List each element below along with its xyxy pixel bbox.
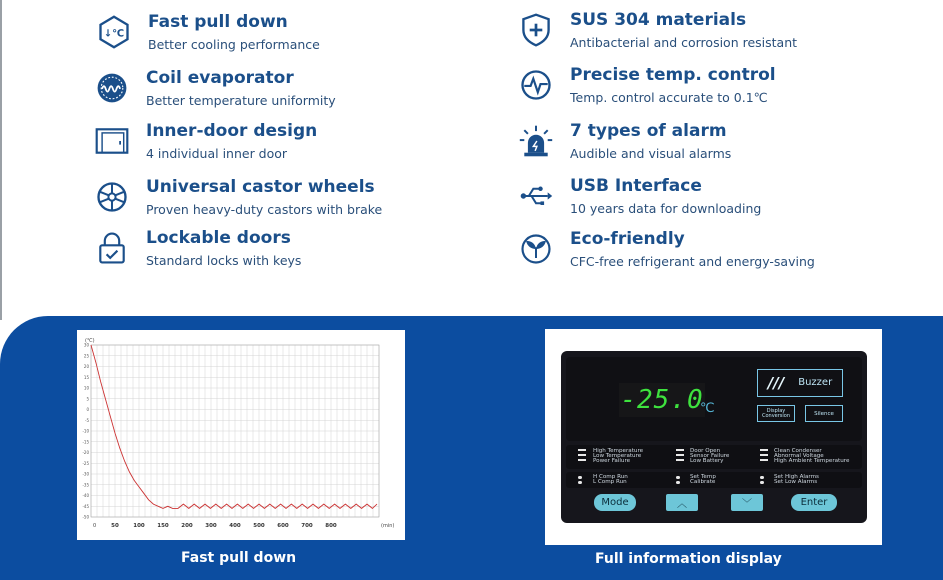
indicator-led [578,476,582,479]
feature-fast-pull-down [94,12,320,53]
feature-title: Universal castor wheels [146,177,375,197]
x-tick-label: 50 [111,523,119,529]
feature-precise-temp-control [516,65,776,106]
x-tick-label: 600 [277,523,289,529]
control-panel-card [545,329,882,545]
indicator-label: Sensor Failure [690,453,730,459]
indicator-led [676,459,684,461]
feature-title: Eco-friendly [570,229,685,249]
alarm-light-icon [516,121,556,161]
x-axis-origin: 0 [93,523,97,529]
status-indicator-row [566,472,862,488]
indicator-label: High Ambient Temperature [774,458,850,464]
indicator-label: H Comp Run [593,474,628,480]
castor-wheel-icon [92,177,132,217]
y-tick-label: -5 [85,417,89,423]
display-conversion-label: Display Conversion [761,407,791,419]
x-axis-unit: (min) [381,523,395,529]
chart-caption: Fast pull down [181,550,297,566]
enter-button[interactable]: Enter [791,494,837,511]
feature-lockable-doors [92,228,301,269]
x-tick-label: 200 [181,523,193,529]
indicator-label: High Temperature [593,448,644,454]
indicator-led [578,449,586,451]
feature-usb-interface [516,176,761,217]
y-tick-label: 25 [83,353,89,359]
feature-subtitle: 10 years data for downloading [570,201,762,216]
x-tick-label: 100 [133,523,145,529]
feature-coil-evaporator [92,68,336,109]
feature-sus-304-materials [516,10,797,51]
indicator-label: Abnormal Voltage [774,453,824,459]
control-panel [561,351,867,523]
feature-subtitle: Standard locks with keys [146,253,302,268]
silence-label: Silence [814,410,834,417]
feature-subtitle: Proven heavy-duty castors with brake [146,202,383,217]
indicator-label: Low Temperature [593,453,642,459]
feature-subtitle: Antibacterial and corrosion resistant [570,35,798,50]
indicator-led [578,459,586,461]
x-tick-label: 800 [325,523,337,529]
indicator-led [578,481,582,484]
indicator-led [676,449,684,451]
temperature-drop-icon [94,12,134,52]
left-border-line [0,0,2,320]
chart-grid [91,345,379,517]
indicator-label: L Comp Run [593,479,627,485]
feature-subtitle: Better cooling performance [148,37,320,52]
mode-button[interactable]: Mode [594,494,636,511]
indicator-led [760,454,768,456]
feature-subtitle: Better temperature uniformity [146,93,336,108]
indicator-label: Door Open [690,448,721,454]
feature-title: Fast pull down [148,12,288,32]
indicator-label: Set High Alarms [774,474,819,480]
up-arrow-button[interactable]: ︿ [666,494,698,511]
y-tick-label: -35 [82,482,89,488]
indicator-led [760,476,764,479]
y-tick-label: 30 [83,342,89,348]
padlock-icon [92,228,132,268]
indicator-label: Calibrate [690,479,716,485]
feature-subtitle: 4 individual inner door [146,146,288,161]
pulse-gauge-icon [516,65,556,105]
y-tick-label: -15 [82,439,89,445]
y-tick-label: 5 [86,396,89,402]
buzzer-symbol: /// [767,374,785,392]
feature-title: Coil evaporator [146,68,294,88]
silence-button[interactable] [805,405,843,422]
x-tick-labels [111,523,337,529]
shield-plus-icon [516,10,556,50]
indicator-led [676,476,680,479]
feature-inner-door-design [92,121,317,162]
feature-title: Inner-door design [146,121,318,141]
usb-icon [516,176,556,216]
coil-evaporator-icon [92,68,132,108]
y-tick-label: 15 [83,374,89,380]
feature-eco-friendly [516,229,815,270]
x-tick-label: 500 [253,523,265,529]
feature-title: USB Interface [570,176,702,196]
x-tick-label: 700 [301,523,313,529]
feature-subtitle: CFC-free refrigerant and energy-saving [570,254,815,269]
feature-title: SUS 304 materials [570,10,747,30]
indicator-led [760,449,768,451]
buzzer-button[interactable] [757,369,843,397]
indicator-label: Clean Condenser [774,448,822,454]
feature-7-types-of-alarm [516,121,731,162]
y-tick-label: -40 [82,493,89,498]
y-tick-labels [82,343,89,520]
y-tick-label: -25 [82,460,89,466]
feature-title: 7 types of alarm [570,121,727,141]
feature-subtitle: Audible and visual alarms [570,146,732,161]
buzzer-label: Buzzer [798,377,833,388]
y-tick-label: -50 [82,514,89,520]
indicator-led [676,481,680,484]
y-tick-label: -30 [82,471,89,477]
alarm-indicator-row [566,445,862,469]
y-tick-label: 10 [83,385,89,391]
feature-title: Precise temp. control [570,65,776,85]
indicator-label: Low Battery [690,458,724,464]
feature-title: Lockable doors [146,228,291,248]
temperature-curve [91,345,377,508]
feature-universal-castor-wheels [92,177,382,218]
x-tick-label: 400 [229,523,241,529]
inner-door-icon [92,121,132,161]
display-caption: Full information display [595,551,782,567]
y-tick-label: 0 [86,407,89,412]
temperature-readout: -25.0 [620,385,704,415]
readout-unit: ℃ [700,401,715,416]
feature-subtitle: Temp. control accurate to 0.1℃ [570,90,768,105]
y-tick-label: -45 [82,503,89,509]
indicator-led [760,459,768,461]
indicator-led [676,454,684,456]
x-tick-label: 150 [157,523,169,529]
pull-down-chart [77,330,405,540]
indicator-led [578,454,586,456]
indicator-label: Set Low Alarms [774,479,818,485]
y-tick-label: -10 [82,428,89,434]
indicator-label: Power Failure [593,458,631,464]
indicator-led [760,481,764,484]
y-axis-unit: (℃) [85,338,95,344]
display-conversion-button[interactable] [757,405,795,422]
panel-display-area [566,357,862,441]
y-tick-label: 20 [83,364,89,369]
x-tick-label: 300 [205,523,217,529]
svg-text:↓℃: ↓℃ [103,28,125,40]
down-arrow-button[interactable]: ﹀ [731,494,763,511]
pull-down-chart-card [77,330,405,540]
indicator-label: Set Temp [690,474,716,480]
y-tick-label: -20 [82,450,89,455]
leaf-sprout-icon [516,229,556,269]
